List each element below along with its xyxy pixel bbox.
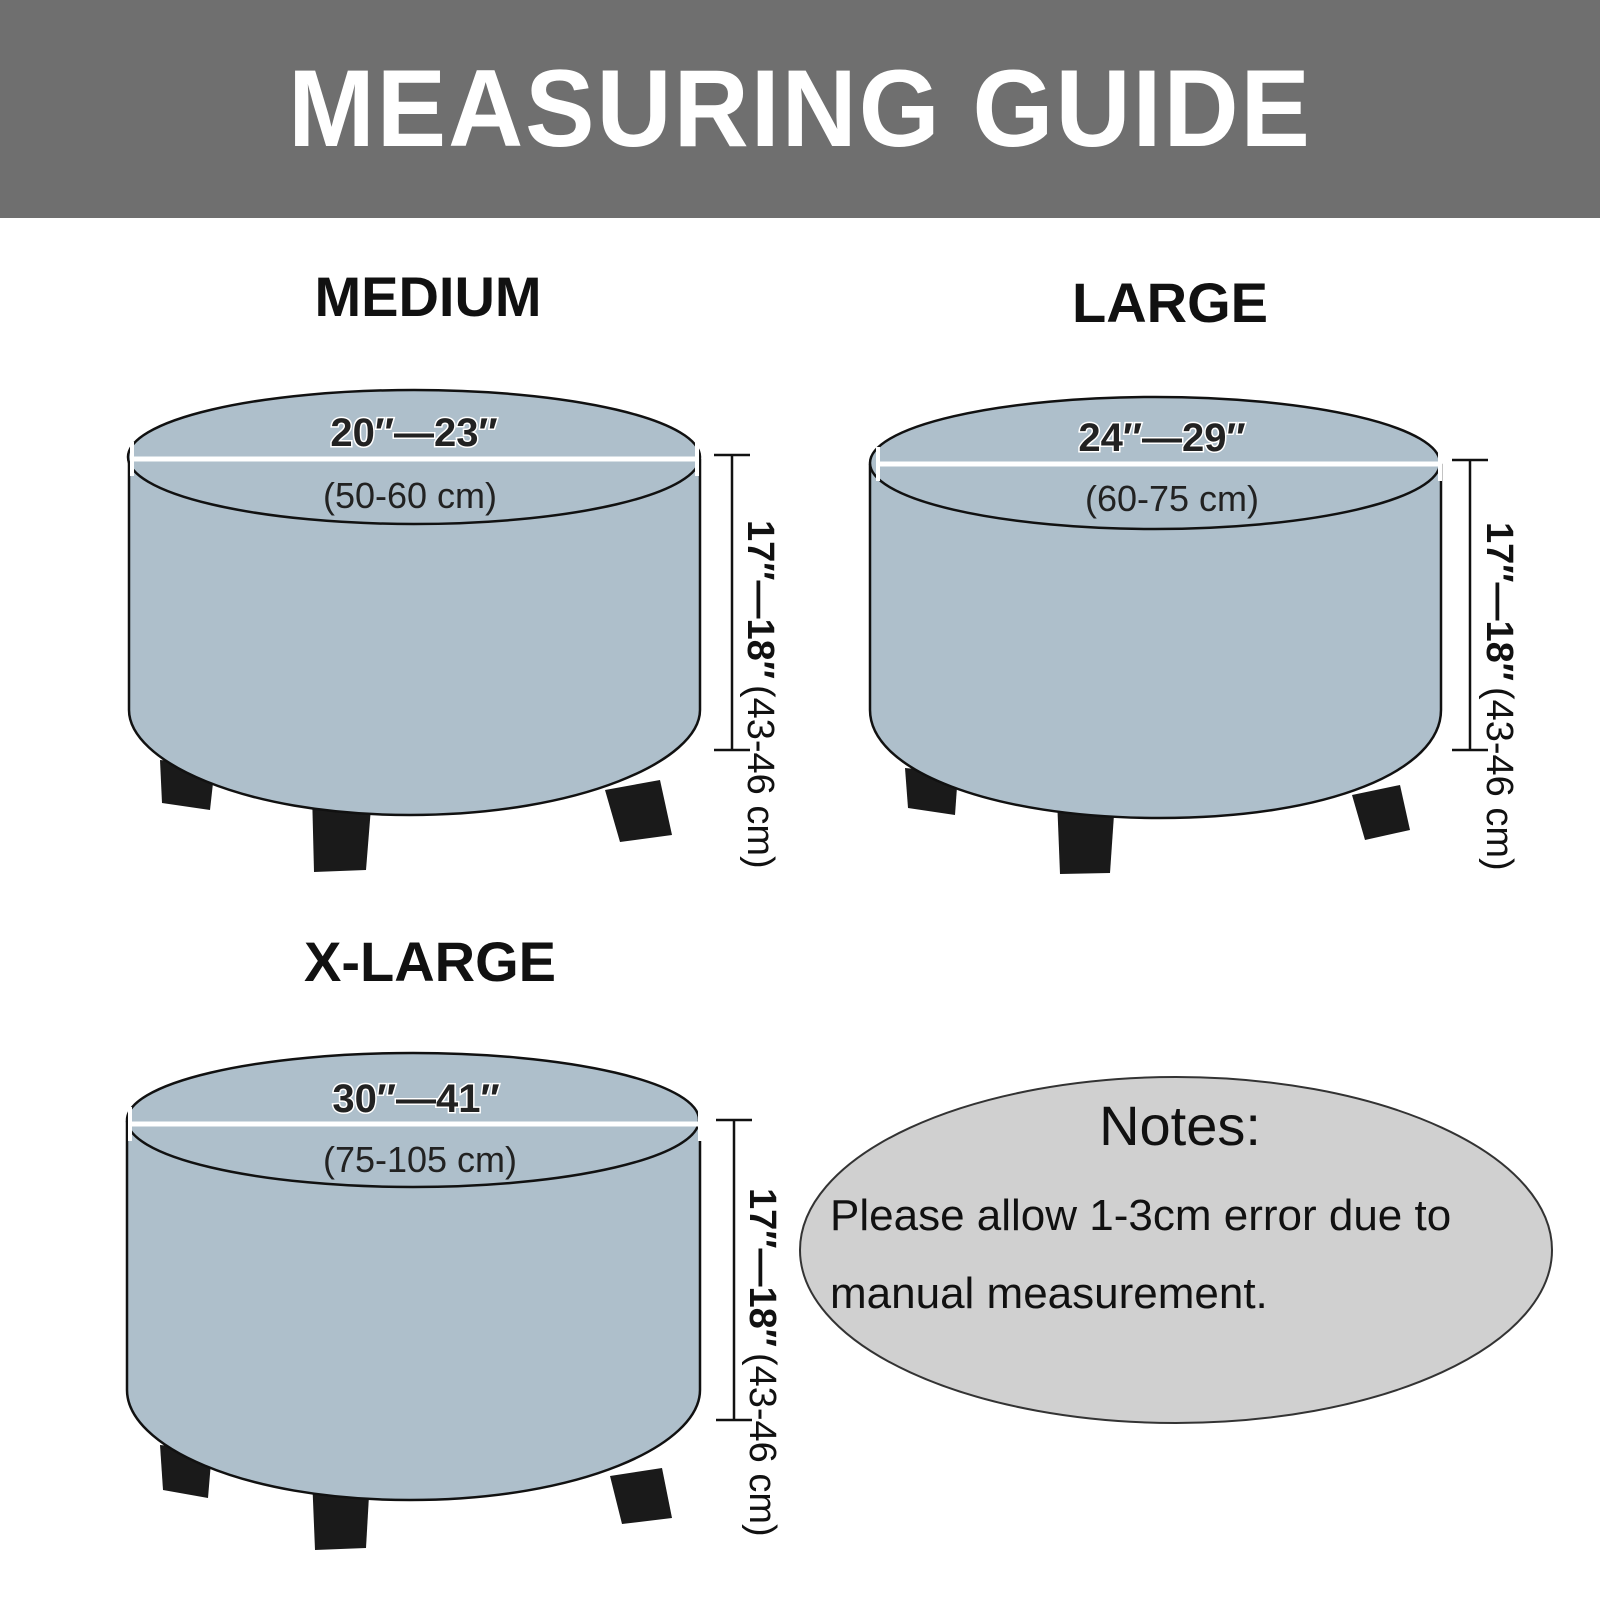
page-title: MEASURING GUIDE [288, 47, 1312, 170]
notes-title: Notes: [1099, 1094, 1261, 1157]
height-measurement [739, 520, 781, 869]
notes-callout [800, 1077, 1552, 1423]
ottoman-leg [1352, 785, 1410, 840]
height-measurement [741, 1188, 783, 1537]
size-label-large: LARGE [1072, 271, 1268, 334]
height-cm: (43-46 cm) [739, 684, 781, 869]
ottoman-leg [605, 780, 672, 842]
ottoman-large [870, 271, 1520, 874]
size-label-x-large: X-LARGE [304, 930, 556, 993]
height-inches: 17″—18″ [741, 1188, 783, 1347]
diameter-inches: 20″—23″ [330, 411, 498, 455]
notes-line-2: manual measurement. [830, 1269, 1268, 1318]
notes-line-1: Please allow 1-3cm error due to [830, 1191, 1452, 1240]
height-inches: 17″—18″ [1478, 522, 1520, 681]
ottoman-leg [610, 1468, 672, 1524]
height-cm: (43-46 cm) [1478, 686, 1520, 871]
diameter-cm: (50-60 cm) [322, 475, 498, 516]
size-label-medium: MEDIUM [314, 265, 542, 328]
diameter-cm: (75-105 cm) [322, 1139, 518, 1180]
height-cm: (43-46 cm) [741, 1352, 783, 1537]
diameter-cm: (60-75 cm) [1084, 478, 1260, 519]
height-inches: 17″—18″ [739, 520, 781, 679]
height-measurement [1478, 522, 1520, 871]
ottoman-x-large [127, 930, 783, 1550]
ottoman-medium [128, 265, 781, 872]
diameter-inches: 24″—29″ [1078, 416, 1246, 460]
diameter-inches: 30″—41″ [332, 1077, 500, 1121]
